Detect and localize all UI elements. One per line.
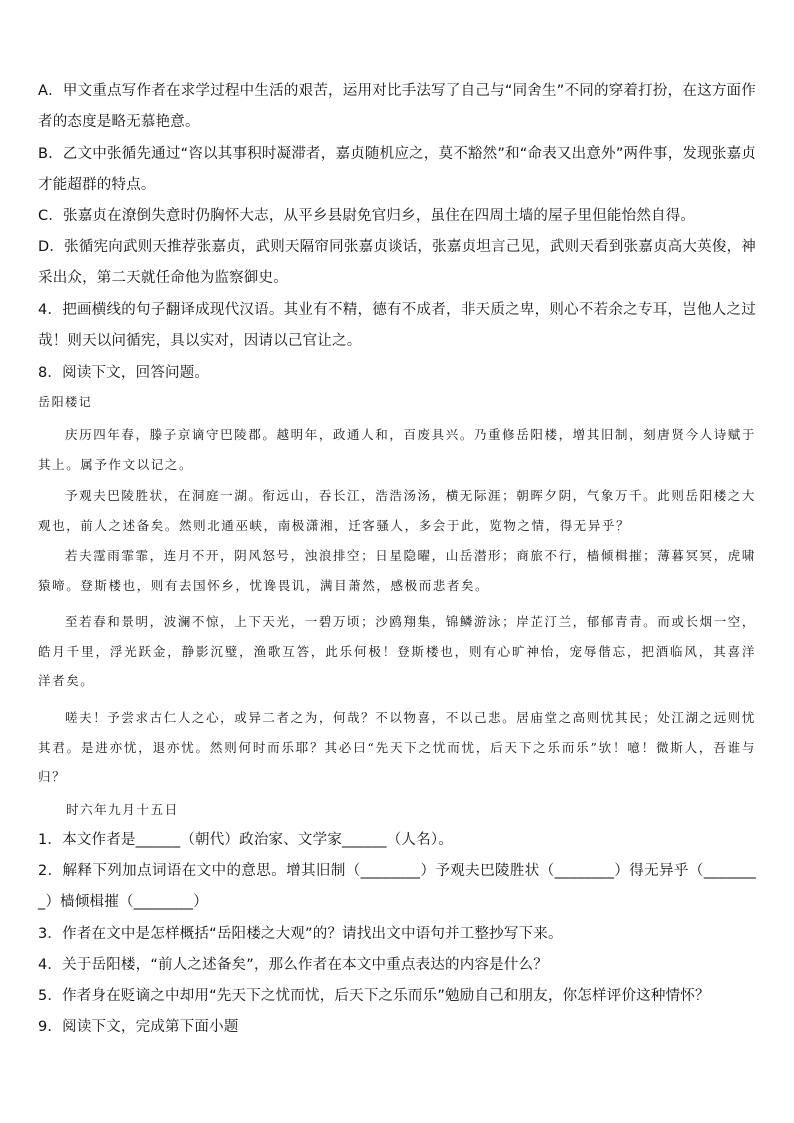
option-a: A．甲文重点写作者在求学过程中生活的艰苦，运用对比手法写了自己与“同舍生”不同的穿着打扮，在这方面作者的态度是略无慕艳意。 — [38, 83, 756, 130]
question-9-heading: 9．阅读下文，完成第下面小题 — [38, 1019, 239, 1035]
question-4-translate: 4．把画横线的句子翻译成现代汉语。其业有不精，德有不成者，非天质之卑，则心不若余之专耳，岂他人之过哉！则天以问循宪，具以实对，因请以己官让之。 — [38, 302, 756, 349]
sub-question-2: 2．解释下列加点词语在文中的意思。增其旧制（________）予观夫巴陵胜状（________）得无异乎（________）樯倾楫摧（________） — [38, 863, 756, 910]
option-b: B．乙文中张循先通过“咨以其事积时凝滞者，嘉贞随机应之，莫不豁然”和“命表又出意外”两件事，发现张嘉贞才能超群的特点。 — [38, 146, 756, 193]
option-d: D．张循宪向武则天推荐张嘉贞，武则天隔帘同张嘉贞谈话，张嘉贞坦言己见，武则天看到张嘉贞高大英俊，神采出众，第二天就任命他为监察御史。 — [38, 239, 756, 286]
sub-question-1: 1．本文作者是______（朝代）政治家、文学家______（人名）。 — [38, 832, 453, 848]
question-8-heading: 8．阅读下文，回答问题。 — [38, 365, 210, 381]
passage-title: 岳阳楼记 — [38, 395, 93, 409]
passage-paragraph-1: 庆历四年春，滕子京谪守巴陵郡。越明年，政通人和，百废具兴。乃重修岳阳楼，增其旧制，刻唐贤今人诗赋于其上。属予作文以记之。 — [38, 427, 756, 472]
option-c: C．张嘉贞在潦倒失意时仍胸怀大志，从平乡县尉免官归乡，虽住在四周土墙的屋子里但能怡然自得。 — [38, 208, 696, 224]
sub-question-3: 3．作者在文中是怎样概括“岳阳楼之大观”的？请找出文中语句并工整抄写下来。 — [38, 926, 563, 942]
sub-question-5: 5．作者身在贬谪之中却用“先天下之忧而忧，后天下之乐而乐”勉励自己和朋友，你怎样评价这种情怀？ — [38, 988, 710, 1004]
passage-paragraph-3: 若夫霪雨霏霏，连月不开，阴风怒号，浊浪排空；日星隐曜，山岳潜形；商旅不行，樯倾楫摧；薄暮冥冥，虎啸猿啼。登斯楼也，则有去国怀乡，忧谗畏讥，满目萧然，感极而悲者矣。 — [38, 548, 756, 593]
passage-date: 时六年九月十五日 — [66, 802, 179, 817]
passage-paragraph-4: 至若春和景明，波澜不惊，上下天光，一碧万顷；沙鸥翔集，锦鳞游泳；岸芷汀兰，郁郁青青。而或长烟一空，皓月千里，浮光跃金，静影沉璧，渔歌互答，此乐何极！登斯楼也，则有心旷神怡，宠辱偕忘，把酒临风，其喜洋洋者矣。 — [38, 614, 756, 688]
sub-question-4: 4．关于岳阳楼，“前人之述备矣”，那么作者在本文中重点表达的内容是什么？ — [38, 957, 548, 973]
passage-paragraph-2: 予观夫巴陵胜状，在洞庭一湖。衔远山，吞长江，浩浩汤汤，横无际涯；朝晖夕阴，气象万千。此则岳阳楼之大观也，前人之述备矣。然则北通巫峡，南极潇湘，迁客骚人，多会于此，览物之情，得无异乎？ — [38, 488, 756, 533]
passage-paragraph-5: 嗟夫！予尝求古仁人之心，或异二者之为，何哉？不以物喜，不以己悲。居庙堂之高则忧其民；处江湖之远则忧其君。是进亦忧，退亦忧。然则何时而乐耶？其必曰“先天下之忧而忧，后天下之乐而乐”欤！噫！微斯人，吾谁与归？ — [38, 710, 756, 784]
